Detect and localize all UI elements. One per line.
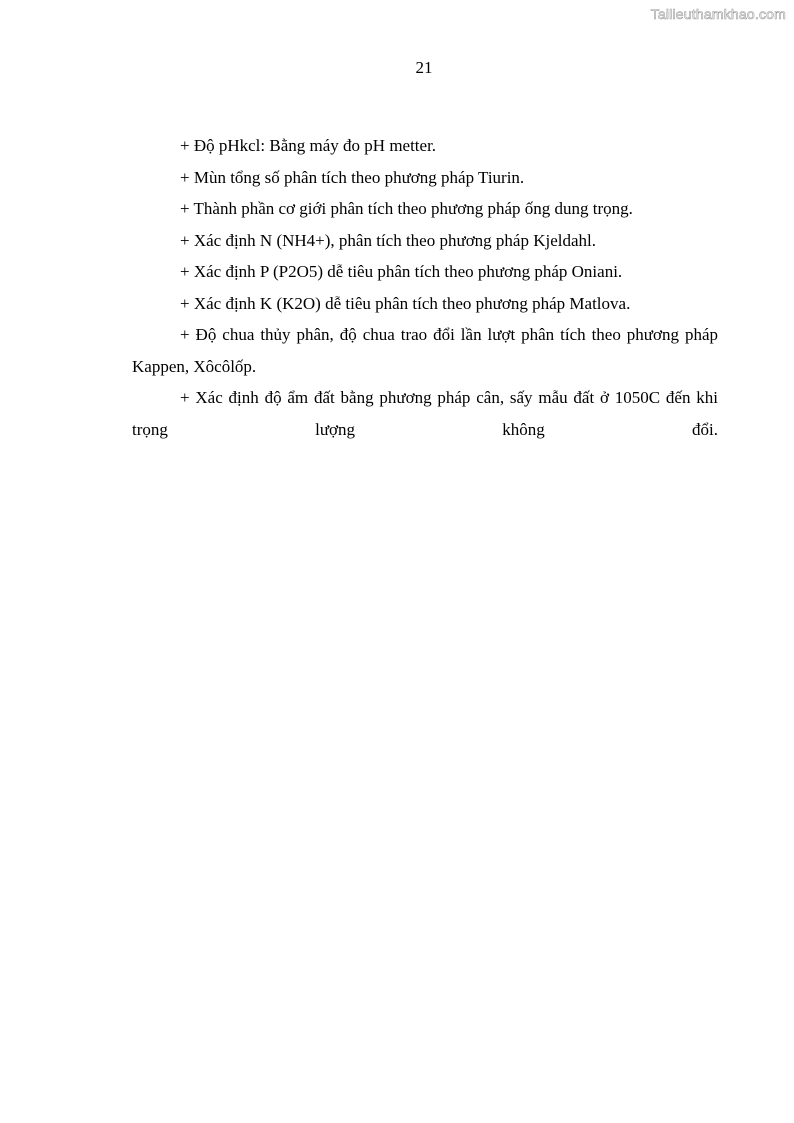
- document-body: [132, 130, 718, 445]
- paragraph-nitrogen: + Xác định N (NH4+), phân tích theo phương pháp Kjeldahl.: [180, 230, 597, 250]
- page-number: 21: [415, 58, 433, 77]
- watermark-text: Tailieuthamkhao.com: [650, 6, 786, 22]
- paragraph-moisture: + Xác định độ ẩm đất bằng phương pháp cân, sấy mẫu đất ở 1050C đến khi trọng lượng không đổi.: [132, 388, 718, 439]
- paragraph-texture: + Thành phần cơ giới phân tích theo phương pháp ống dung trọng.: [180, 199, 633, 218]
- paragraph-potassium: + Xác định K (K2O) dễ tiêu phân tích theo phương pháp Matlova.: [180, 293, 631, 313]
- paragraph-acidity: + Độ chua thủy phân, độ chua trao đổi lần lượt phân tích theo phương pháp Kappen, Xôcôlốp.: [132, 325, 718, 376]
- paragraph-humus: + Mùn tổng số phân tích theo phương pháp Tiurin.: [180, 167, 525, 187]
- paragraph-phosphorus: + Xác định P (P2O5) dễ tiêu phân tích theo phương pháp Oniani.: [180, 262, 623, 281]
- paragraph-ph: + Độ pHkcl: Bằng máy đo pH metter.: [180, 136, 437, 155]
